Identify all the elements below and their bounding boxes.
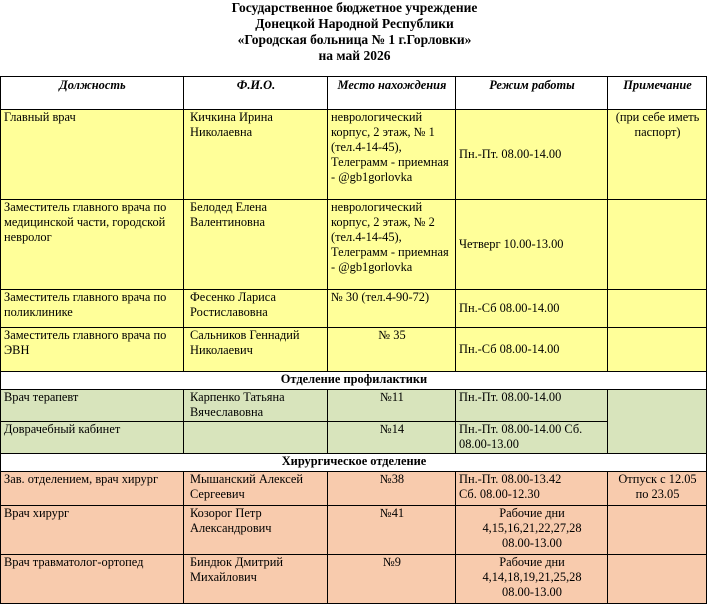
header-republic: Донецкой Народной Республики [255,16,454,31]
table-row [1,328,707,372]
section-title-prevention: Отделение профилактики [1,372,707,390]
cell-schedule: Рабочие дни 4,15,16,21,22,27,28 08.00-13.00 [456,506,608,555]
cell-note [608,555,707,604]
cell-schedule: Пн.-Пт. 08.00-13.42 Сб. 08.00-12.30 [456,472,608,506]
cell-location: № 35 [328,328,456,372]
table-header-row [1,77,707,110]
cell-location: №41 [328,506,456,555]
cell-position: Зав. отделением, врач хирург [1,472,184,506]
cell-schedule: Пн.-Сб 08.00-14.00 [456,328,608,372]
cell-schedule: Рабочие дни 4,14,18,19,21,25,28 08.00-13.00 [456,555,608,604]
document-header [0,0,709,76]
cell-location: №11 [328,390,456,422]
cell-schedule: Пн.-Пт. 08.00-14.00 Сб. 08.00-13.00 [456,422,608,454]
cell-schedule: Четверг 10.00-13.00 [456,200,608,290]
cell-schedule: Пн.-Пт. 08.00-14.00 [456,110,608,200]
column-header-schedule: Режим работы [456,77,608,110]
table-row [1,422,707,454]
cell-location: неврологический корпус, 2 этаж, № 1 (тел.4-14-45), Телеграмм - приемная - @gb1gorlovka [328,110,456,200]
cell-note: Отпуск с 12.05 по 23.05 [608,472,707,506]
cell-note [608,200,707,290]
header-hospital-name: «Городская больница № 1 г.Горловки» [237,32,472,47]
cell-name: Сальников Геннадий Николаевич [184,328,328,372]
table-row [1,472,707,506]
column-header-name: Ф.И.О. [184,77,328,110]
cell-location: №14 [328,422,456,454]
cell-note [608,328,707,372]
cell-note [608,290,707,328]
cell-name: Кичкина Ирина Николаевна [184,110,328,200]
cell-location: №9 [328,555,456,604]
cell-position: Заместитель главного врача по медицинской части, городской невролог [1,200,184,290]
section-title-surgery: Хирургическое отделение [1,454,707,472]
cell-name: Козорог Петр Александрович [184,506,328,555]
cell-position: Доврачебный кабинет [1,422,184,454]
header-institution: Государственное бюджетное учреждение [231,0,478,15]
cell-position: Заместитель главного врача по поликлинике [1,290,184,328]
cell-note-empty [608,390,707,454]
cell-location: неврологический корпус, 2 этаж, № 2 (тел.4-14-45), Телеграмм - приемная - @gb1gorlovka [328,200,456,290]
cell-position: Заместитель главного врача по ЭВН [1,328,184,372]
cell-name: Белодед Елена Валентиновна [184,200,328,290]
cell-position: Врач хирург [1,506,184,555]
cell-name: Карпенко Татьяна Вячеславовна [184,390,328,422]
cell-note [608,506,707,555]
table-row [1,110,707,200]
section-row-surgery [1,454,707,472]
header-period: на май 2026 [318,48,391,63]
table-row [1,390,707,422]
column-header-location: Место нахождения [328,77,456,110]
cell-note: (при себе иметь паспорт) [608,110,707,200]
cell-name: Мышанский Алексей Сергеевич [184,472,328,506]
cell-location: № 30 (тел.4-90-72) [328,290,456,328]
cell-position: Главный врач [1,110,184,200]
cell-position: Врач травматолог-ортопед [1,555,184,604]
cell-schedule: Пн.-Сб 08.00-14.00 [456,290,608,328]
table-row [1,555,707,604]
section-row-prevention [1,372,707,390]
column-header-note: Примечание [608,77,707,110]
schedule-table [0,76,707,604]
table-row [1,506,707,555]
cell-name: Биндюк Дмитрий Михайлович [184,555,328,604]
table-row [1,200,707,290]
table-row [1,290,707,328]
cell-schedule: Пн.-Пт. 08.00-14.00 [456,390,608,422]
cell-name: Фесенко Лариса Ростиславовна [184,290,328,328]
cell-location: №38 [328,472,456,506]
cell-name [184,422,328,454]
cell-position: Врач терапевт [1,390,184,422]
column-header-position: Должность [1,77,184,110]
